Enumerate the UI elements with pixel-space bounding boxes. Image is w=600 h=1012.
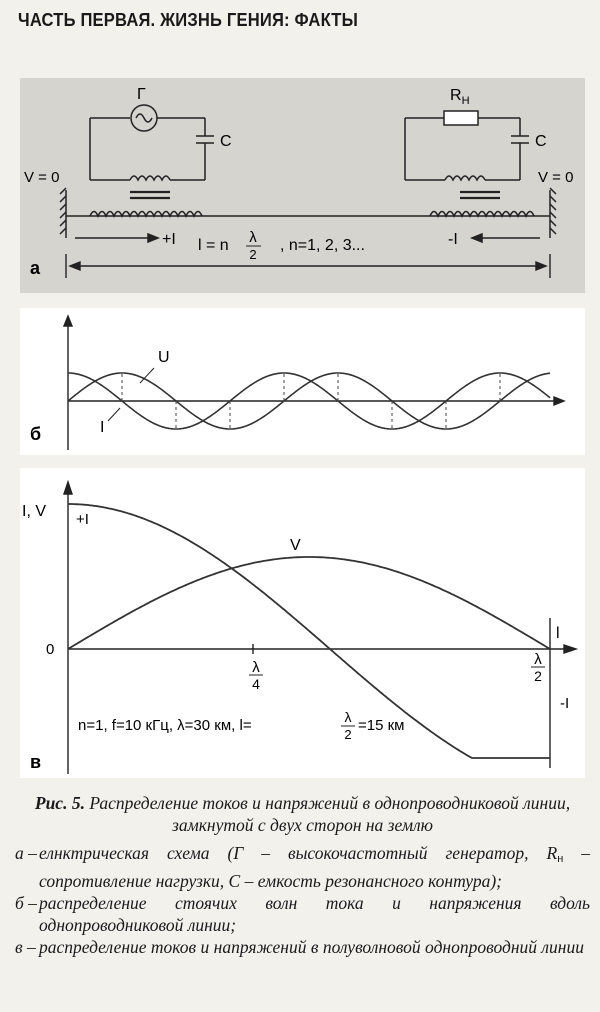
right-ground	[550, 188, 556, 238]
left-capacitor-label: C	[220, 133, 232, 150]
voltage-curve-label: V	[290, 537, 301, 554]
half-wave-distribution-panel	[20, 468, 585, 778]
figure-caption	[15, 792, 590, 958]
load-label: $R_H$	[450, 87, 470, 107]
panel-a-letter: а	[30, 258, 41, 278]
caption-item-b: б – распределение стоячих волн тока и напряжения вдоль однопроводниковой линии;	[15, 893, 590, 935]
length-lambda: λ	[249, 229, 257, 246]
voltage-curve	[68, 557, 550, 649]
voltage-wave-label: U	[158, 349, 170, 366]
left-voltage-label: V = 0	[24, 169, 60, 186]
tick-quarter-num: λ	[252, 659, 260, 676]
minus-current-label: -I	[560, 695, 570, 712]
caption-item-a: а – елнктрическая схема (Г – высокочастотный генератор, $R_н$ – сопротивление нагрузки, С – емкость резонансного контура);	[15, 843, 590, 891]
right-voltage-label: V = 0	[538, 169, 574, 186]
left-ground	[60, 188, 66, 238]
panel-b-letter: б	[30, 424, 42, 444]
length-two: 2	[249, 247, 257, 262]
standing-waves-panel	[20, 308, 585, 455]
left-primary-circuit	[90, 105, 214, 180]
circuit-diagram-panel	[20, 78, 585, 293]
tick-half-num: λ	[534, 651, 542, 668]
generator-label: Г	[137, 86, 146, 103]
plus-current-label: +I	[76, 511, 89, 528]
length-formula: l = n , n=1, 2, 3...	[198, 237, 365, 254]
current-wave-label: I	[100, 419, 105, 436]
x-axis-label: l	[556, 625, 560, 642]
right-capacitor-label: C	[535, 133, 547, 150]
panel-c-letter: в	[30, 752, 42, 772]
tick-half-den: 2	[534, 668, 542, 684]
left-coil	[90, 212, 202, 217]
y-axis-label: I, V	[22, 503, 47, 520]
caption-title: Рис. 5. Распределение токов и напряжений в однопроводниковой линии, замкнутой с двух сторон на землю	[34, 793, 571, 835]
right-load-circuit	[405, 111, 529, 180]
zero-label: 0	[46, 641, 55, 658]
params-lambda: λ	[344, 709, 352, 725]
parameters: n=1, f=10 кГц, λ=30 км, l= =15 км	[78, 717, 405, 734]
params-two: 2	[344, 727, 352, 742]
tick-quarter-den: 4	[252, 676, 260, 692]
minus-current-label: -I	[448, 231, 458, 248]
plus-current-label: +I	[162, 231, 176, 248]
running-header: ЧАСТЬ ПЕРВАЯ. ЖИЗНЬ ГЕНИЯ: ФАКТЫ	[18, 10, 358, 30]
caption-item-c: в – распределение токов и напряжений в полуволновой однопроводний линии	[15, 937, 584, 957]
